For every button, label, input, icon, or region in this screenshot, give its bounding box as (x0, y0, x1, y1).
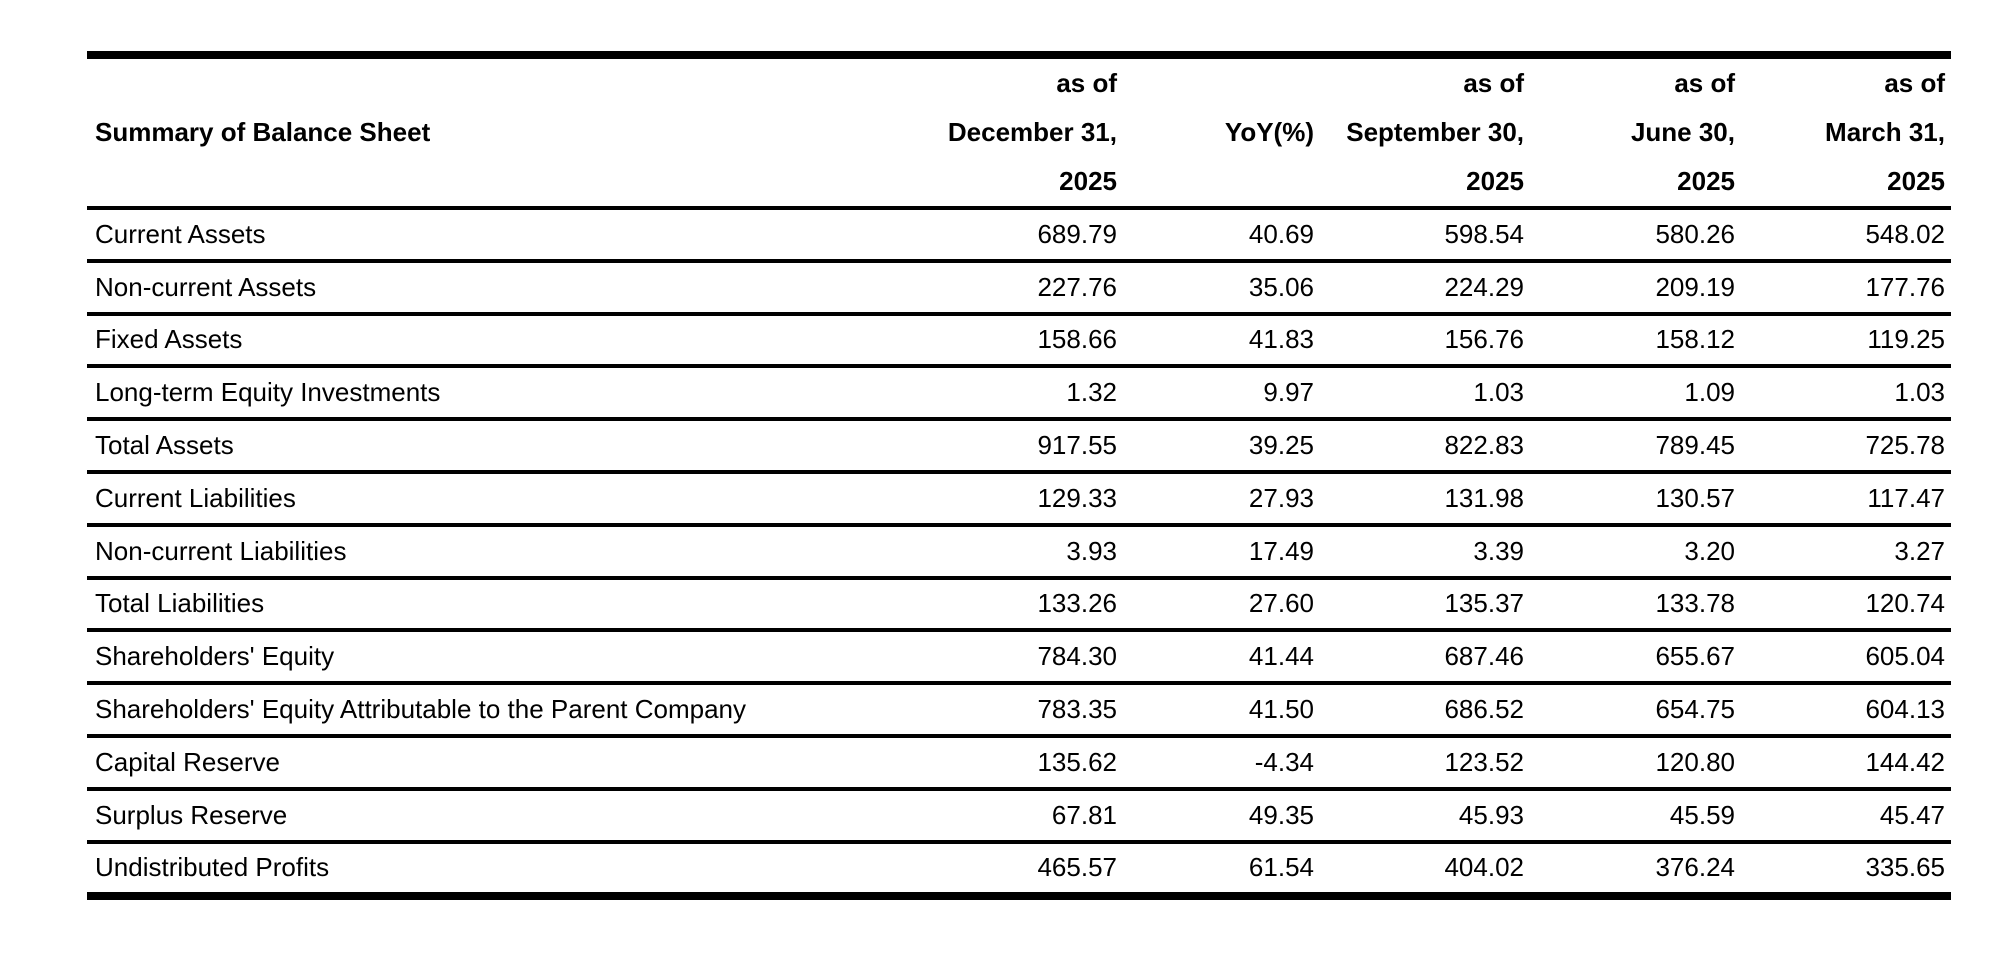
table-cell: 156.76 (1444, 324, 1524, 355)
table-row-fixed-assets (87, 314, 1951, 367)
table-cell: 27.93 (1248, 482, 1314, 513)
column-header-march: as of March 31, 2025 (1825, 68, 1945, 196)
table-cell: 784.30 (1037, 641, 1117, 672)
table-cell: 404.02 (1444, 852, 1524, 883)
table-cell: 40.69 (1248, 218, 1314, 249)
row-label: Long-term Equity Investments (95, 377, 441, 408)
table-cell: 3.20 (1684, 535, 1735, 566)
table-row-total-assets (87, 419, 1951, 472)
table-cell: 580.26 (1655, 218, 1735, 249)
row-label: Shareholders' Equity Attributable to the Parent Company (95, 694, 747, 725)
table-cell: 41.44 (1248, 641, 1314, 672)
table-cell: 144.42 (1865, 746, 1945, 777)
table-cell: 686.52 (1444, 694, 1524, 725)
table-row-surplus-reserve (87, 789, 1951, 842)
row-label: Current Liabilities (95, 482, 296, 513)
table-cell: 655.67 (1655, 641, 1735, 672)
row-label: Current Assets (95, 218, 266, 249)
table-cell: 465.57 (1037, 852, 1117, 883)
table-cell: 119.25 (1867, 324, 1945, 355)
table-cell: 45.93 (1458, 799, 1524, 830)
table-cell: 1.03 (1473, 377, 1524, 408)
table-cell: 67.81 (1051, 799, 1117, 830)
table-cell: 177.76 (1865, 271, 1945, 302)
table-cell: 61.54 (1248, 852, 1314, 883)
table-cell: 133.26 (1037, 588, 1117, 619)
row-label: Undistributed Profits (95, 852, 330, 883)
table-cell: 39.25 (1248, 430, 1314, 461)
table-row-total-liabilities (87, 578, 1951, 631)
table-cell: 35.06 (1248, 271, 1314, 302)
table-row-current-assets (87, 208, 1951, 261)
table-cell: 49.35 (1248, 799, 1314, 830)
table-cell: 135.62 (1037, 746, 1117, 777)
table-cell: 822.83 (1444, 430, 1524, 461)
table-cell: 604.13 (1865, 694, 1945, 725)
table-row-current-liabilities (87, 472, 1951, 525)
table-cell: 209.19 (1655, 271, 1735, 302)
table-title: Summary of Balance Sheet (95, 117, 431, 147)
row-label: Surplus Reserve (95, 799, 288, 830)
table-cell: 9.97 (1263, 377, 1314, 408)
table-cell: 120.74 (1865, 588, 1945, 619)
table-cell: 654.75 (1655, 694, 1735, 725)
column-header-june: as of June 30, 2025 (1630, 68, 1735, 196)
table-cell: 129.33 (1037, 482, 1117, 513)
table-row-shareholders-equity (87, 630, 1951, 683)
balance-sheet-table (87, 51, 1951, 900)
table-cell: 117.47 (1867, 482, 1945, 513)
table-cell: 605.04 (1865, 641, 1945, 672)
table-header (87, 55, 1951, 208)
table-cell: 131.98 (1444, 482, 1524, 513)
row-label: Fixed Assets (95, 324, 243, 355)
table-row-capital-reserve (87, 736, 1951, 789)
table-row-long-term-equity-investments (87, 366, 1951, 419)
table-cell: 17.49 (1248, 535, 1314, 566)
table-row-non-current-assets (87, 261, 1951, 314)
table-cell: 158.12 (1655, 324, 1735, 355)
table-cell: 783.35 (1037, 694, 1117, 725)
table-cell: 1.32 (1066, 377, 1117, 408)
column-header-yoy: YoY(%) (1224, 117, 1314, 147)
table-cell: 158.66 (1037, 324, 1117, 355)
table-cell: 1.03 (1894, 377, 1945, 408)
table-cell: 130.57 (1655, 482, 1735, 513)
column-header-september: as of September 30, 2025 (1346, 68, 1524, 196)
table-cell: 27.60 (1248, 588, 1314, 619)
row-label: Capital Reserve (95, 746, 280, 777)
table-cell: 120.80 (1655, 746, 1735, 777)
table-cell: 687.46 (1444, 641, 1524, 672)
table-cell: 41.83 (1248, 324, 1314, 355)
table-row-non-current-liabilities (87, 525, 1951, 578)
table-cell: 45.59 (1669, 799, 1735, 830)
table-cell: -4.34 (1254, 746, 1314, 777)
row-label: Shareholders' Equity (95, 641, 335, 672)
table-cell: 135.37 (1444, 588, 1524, 619)
row-label: Total Liabilities (95, 588, 265, 619)
table-cell: 45.47 (1879, 799, 1945, 830)
table-cell: 789.45 (1655, 430, 1735, 461)
column-header-december: as of December 31, 2025 (947, 68, 1117, 196)
table-cell: 335.65 (1865, 852, 1945, 883)
row-label: Total Assets (95, 430, 234, 461)
table-cell: 376.24 (1655, 852, 1735, 883)
table-cell: 548.02 (1865, 218, 1945, 249)
row-label: Non-current Assets (95, 271, 317, 302)
table-cell: 917.55 (1037, 430, 1117, 461)
table-cell: 227.76 (1037, 271, 1117, 302)
table-cell: 725.78 (1865, 430, 1945, 461)
table-body (87, 208, 1951, 896)
table-cell: 224.29 (1444, 271, 1524, 302)
column-header-summary (87, 55, 627, 208)
table-cell: 1.09 (1684, 377, 1735, 408)
table-cell: 689.79 (1037, 218, 1117, 249)
row-label: Non-current Liabilities (95, 535, 347, 566)
table-cell: 3.39 (1473, 535, 1524, 566)
table-cell: 3.93 (1066, 535, 1117, 566)
table-cell: 598.54 (1444, 218, 1524, 249)
table-cell: 123.52 (1444, 746, 1524, 777)
table-cell: 133.78 (1655, 588, 1735, 619)
balance-sheet-section (87, 51, 1951, 900)
table-cell: 3.27 (1894, 535, 1945, 566)
table-row-undistributed-profits (87, 842, 1951, 897)
header-row (87, 55, 1951, 208)
table-cell: 41.50 (1248, 694, 1314, 725)
table-row-equity-attributable-parent (87, 683, 1951, 736)
